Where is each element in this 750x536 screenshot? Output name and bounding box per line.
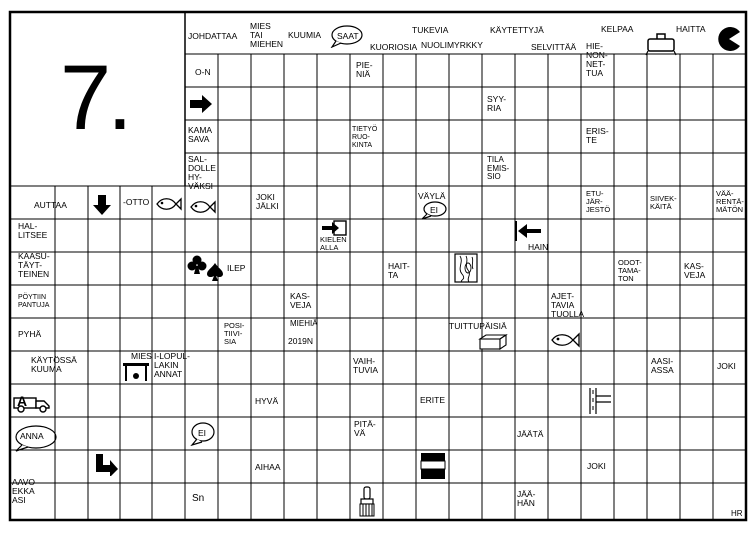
clue-jaahan: JÄÄ- HÄN xyxy=(517,489,536,508)
table-icon xyxy=(121,360,153,384)
clue-aihaa: AIHAA xyxy=(255,462,281,472)
clue-mies: MIES xyxy=(131,351,152,361)
signature: HR xyxy=(731,509,743,518)
fish-icon xyxy=(154,195,182,213)
clue-haitta-mid: HAIT- TA xyxy=(388,261,410,280)
arrow-curve-icon xyxy=(93,452,119,476)
arrow-right-icon xyxy=(188,94,214,114)
road-sign-icon xyxy=(584,386,614,416)
fish-icon xyxy=(549,330,581,350)
clue-ei-2: EI xyxy=(198,428,207,438)
clue-erite: ERITE xyxy=(420,395,446,405)
clue-miehia: MIEHIÄ xyxy=(290,319,318,328)
exit-arrow-icon xyxy=(513,219,543,245)
clue-anna: ANNA xyxy=(20,431,44,441)
clue-auttaa: AUTTAA xyxy=(34,200,67,210)
clue-nuolimyrkky: NUOLIMYRKKY xyxy=(421,40,483,50)
clue-kelpaa: KELPAA xyxy=(601,24,634,34)
clue-johdattaa: JOHDATTAA xyxy=(188,31,238,41)
clue-ilopullakin-annat: I-LOPUL- LAKIN ANNAT xyxy=(154,351,190,379)
arrow-down-icon xyxy=(92,193,112,217)
clue-tila-emissio: TILA EMIS- SIO xyxy=(487,155,510,181)
clue-ei-1: EI xyxy=(430,205,439,215)
truck-icon xyxy=(12,390,52,414)
clue-otto: -OTTO xyxy=(123,197,150,207)
clue-aasiassa: AASI- ASSA xyxy=(651,356,674,375)
clue-jaata: JÄÄTÄ xyxy=(517,429,544,439)
clue-2019n: 2019N xyxy=(288,336,314,346)
clue-odottamaton: ODOT- TAMA- TON xyxy=(618,258,642,283)
clue-vaihtuvia: VAIH- TUVIA xyxy=(353,356,379,375)
clue-siivekkaita: SIIVEK- KÄITÄ xyxy=(650,194,677,211)
clue-hyva: HYVÄ xyxy=(255,396,279,406)
clue-o-n: O-N xyxy=(195,67,211,77)
clue-mies-tai-miehen: MIES TAI MIEHEN xyxy=(250,21,284,49)
speech-bubble-icon xyxy=(330,24,364,48)
clue-hienonnettua: HIE- NON- NET- TUA xyxy=(586,41,608,78)
clue-haitta-top: HAITTA xyxy=(676,24,706,34)
clue-kasveja-right: KAS- VEJA xyxy=(684,261,706,280)
clue-pienia: PIE- NIÄ xyxy=(356,60,373,79)
clue-syyria: SYY- RIA xyxy=(487,94,507,113)
brick-icon xyxy=(478,333,508,351)
clue-ajettavia-tuolla: AJET- TAVIA TUOLLA xyxy=(551,291,585,319)
speech-bubble-icon xyxy=(420,200,448,220)
clue-poytiin-pantuja: PÖYTIIN PANTUJA xyxy=(18,294,50,309)
clue-pyha: PYHÄ xyxy=(18,329,42,339)
spade-suit-icon xyxy=(206,262,224,282)
clue-saldollehyvaksi: SAL- DOLLE HY- VÄKSI xyxy=(188,154,216,191)
clue-kaytossa-kuuma: KÄYTÖSSÄ KUUMA xyxy=(31,355,77,374)
clue-joki-jalki: JOKI JÄLKI xyxy=(256,192,279,211)
clue-kielen-alla: KIELEN ALLA xyxy=(320,235,347,252)
clue-joki-right: JOKI xyxy=(717,361,736,371)
clue-saat: SAAT xyxy=(337,31,359,41)
clue-hallitsee: HAL- LITSEE xyxy=(18,221,48,240)
clue-kuumia: KUUMIA xyxy=(288,30,322,40)
sink-icon xyxy=(645,31,677,57)
clue-joki-bottom: JOKI xyxy=(587,461,606,471)
clue-hain: HAIN xyxy=(528,242,549,252)
enter-arrow-icon xyxy=(320,219,350,237)
clue-pitava: PITÄ- VÄ xyxy=(354,419,376,438)
clue-eriste: ERIS- TE xyxy=(586,126,609,145)
clue-ilep: ILEP xyxy=(227,263,246,273)
clue-selvittaa: SELVITTÄÄ xyxy=(531,42,577,52)
clue-positiivisia: POSI- TIIVI- SIA xyxy=(224,321,245,346)
element-symbol: Sn xyxy=(192,493,205,504)
svg-text:A: A xyxy=(17,393,28,409)
speech-bubble-icon xyxy=(188,420,218,446)
clue-kasveja-mid: KAS- VEJA xyxy=(290,291,312,310)
clue-vaarentamaton: VÄÄ- RENTÄ- MÄTÖN xyxy=(716,189,744,214)
puzzle-number: 7. xyxy=(60,47,129,149)
club-suit-icon xyxy=(186,254,208,276)
clue-tietyo-ruokinta: TIETYÖ RUO- KINTA xyxy=(352,126,378,149)
flag-icon xyxy=(419,451,447,481)
wood-plank-icon xyxy=(452,252,480,284)
speech-bubble-icon xyxy=(12,424,58,452)
clue-tukevia: TUKEVIA xyxy=(412,25,449,35)
fish-icon xyxy=(188,198,218,216)
brush-icon xyxy=(357,485,377,519)
clue-kamasava: KAMA SAVA xyxy=(188,125,213,144)
pac-shape-icon xyxy=(716,26,742,52)
clue-kaytettyja: KÄYTETTYJÄ xyxy=(490,25,544,35)
clue-etujarjesto: ETU- JÄR- JESTÖ xyxy=(586,189,611,214)
clue-tuittupaisia: TUITTUPÄISIÄ xyxy=(449,321,507,331)
clue-kuoriosia: KUORIOSIA xyxy=(370,42,418,52)
clue-aavoekkaasi: AAVO EKKA ASI xyxy=(12,477,35,505)
clue-kaasutayteinen: KAASU- TÄYT- TEINEN xyxy=(18,251,50,279)
clue-vayla: VÄYLÄ xyxy=(418,191,446,201)
